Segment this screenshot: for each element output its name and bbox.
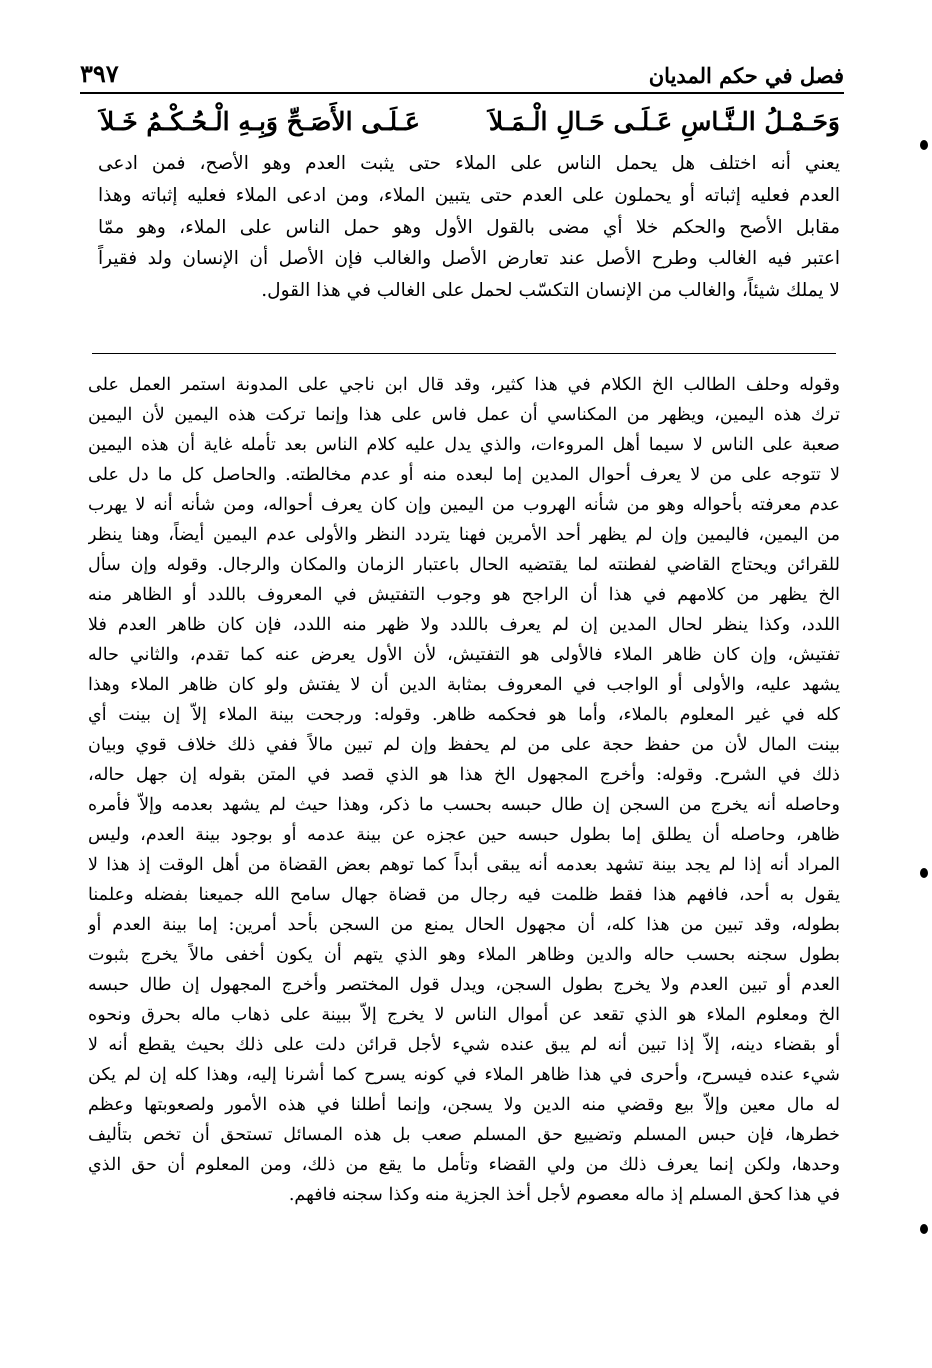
margin-dot	[920, 140, 928, 150]
footnote-line: يشهد عليه، والأولى أو الواجب في المعروف بمثابة الدين أن لا يفتش ولو كان ظاهر الملاء وهذا	[88, 675, 840, 695]
footnote-line: اللدد، وكذا ينظر لحال المدين إن لم يعرف باللدد ولا ظهر منه اللدد، فإن كان ظاهر العدم فلا	[88, 615, 840, 635]
footnote-line: بطول سجنه بحسب حاله والدين وظاهر الملاء وهو الذي يتهم أن يكون أخفى مالاً يخرج بثبوت	[88, 945, 840, 965]
footnote-line: وقوله وحلف الطالب الخ الكلام في هذا كثير، وقد قال ابن ناجي على المدونة استمر العمل على	[88, 375, 840, 395]
footnote-divider	[92, 353, 836, 354]
margin-dot	[920, 868, 928, 878]
commentary-line: لا يملك شيئاً، والغالب من الإنسان التكسّب لحمل على الغالب في هذا القول.	[261, 280, 840, 302]
footnote-line: الخ يظهر من كلامهم في هذا أن الراجح هو وجوب التفتيش في المعروف باللدد أو الظاهر منه	[88, 585, 840, 605]
footnote-line: للقرائن ويحتاج القاضي لفطنته لما يقتضيه الحال باعتبار الزمان والمكان والرجال. وقوله وإن سأل	[88, 555, 840, 575]
footnote-line: العدم أو تبين العدم ولا يخرج بطول السجن، ويدل قول المختصر وأخرج المجهول إن طال حبسه	[88, 975, 840, 995]
footnotes-block	[88, 370, 840, 1210]
footnote-line: بطوله، وقد تبين من هذا كله، أن مجهول الحال يمنع من السجن بأحد أمرين: إما بينة العدم أو	[88, 915, 840, 935]
footnote-line: لا تتوجه على من لا يعرف أحوال المدين إما لبعده منه أو عدم مخالطته. والحاصل كل ما دل على	[88, 465, 840, 485]
page-header	[80, 52, 844, 94]
footnote-line: يقول به أحد، فافهم هذا فقط ظلمت فيه رجال من قضاة جهال سامح الله جميعنا بفضله وعلمنا	[88, 885, 840, 905]
footnote-line: تفتيش، وإن كان ظاهر الملاء فالأولى هو التفتيش، لأن الأول يعرض عنه كما تقدم، والثاني حاله	[88, 645, 840, 665]
commentary-line: العدم فعليه إثباته أو يحملون على العدم حتى يتبين الملاء، ومن ادعى الملاء فعليه إثباته وهذا	[98, 184, 840, 206]
footnote-line: من اليمين، فاليمين وإن لم يظهر أحد الأمرين فهنا يتردد النظر والأولى عدم اليمين أيضاً، وهنا ينظر	[88, 525, 840, 545]
running-head: فصل في حكم المديان	[648, 63, 844, 88]
footnote-line: أو بقضاء دينه، إلاّ إذا تبين أنه لم يبق عنده شيء لأجل قرائن دلت على ذلك بحيث يقطع أنه لا	[88, 1035, 840, 1055]
footnote-line: خطرها، فإن حبس المسلم وتضييع حق المسلم صعب بل هذه المسائل تستحق أن تخص بتأليف	[88, 1125, 840, 1145]
footnote-line: الخ ومعلوم الملاء هو الذي تقعد عن أموال الناس لا يخرج إلاّ ببينة على ذهاب ماله بحرق ونحوه	[88, 1005, 840, 1025]
footnote-line: المراد أنه إذا لم يجد بينة تشهد بعدمه أنه يبقى أبداً كما توهم بعض القضاة من أهل الوقت إذ هذا لا	[88, 855, 840, 875]
commentary-line: مقابل الأصح والحكم خلا أي مضى بالقول الأول وهو حمل الناس على الملاء، وهو ممّا	[98, 216, 840, 238]
footnote-line: ترك هذه اليمين، ويظهر من المكناسي أن عمل فاس على هذا وإنما تركت هذه اليمين لأن اليمين	[88, 405, 840, 425]
footnote-line: بينت المال لأن من حفظ حجة على من لم يحفظ وإن لم تبين مالاً ففي ذلك خلاف قوي وبيان	[88, 735, 840, 755]
footnote-line: صعبة على الناس لا سيما أهل المروءات، والذي يدل عليه كلام الناس بعد تأمله غاية أن هذه اليمين	[88, 435, 840, 455]
footnote-line: وحدها، ولكن إنما يعرف ذلك من ولي القضاء وتأمل ما يقع من ذلك، ومن المعلوم أن حق الذي	[88, 1155, 840, 1175]
footnote-line: له مال معين وإلاّ بيع وقضي منه الدين ولا يسجن، وإنما أطلنا في هذه الأمور ولصعوبتها وعظم	[88, 1095, 840, 1115]
verse-line	[100, 98, 840, 144]
footnote-line: وحاصله أنه يخرج من السجن إن طال حبسه بحسب ما ذكر، وهذا حيث لم يشهد بعدمه وإلاّ فأمره	[88, 795, 840, 815]
commentary-line: يعني أنه اختلف هل يحمل الناس على الملاء حتى يثبت العدم وهو الأصح، فمن ادعى	[98, 153, 840, 174]
footnote-line: كله في غير المعلوم بالملاء، وأما هو فحكمه ظاهر. وقوله: ورجحت بينة الملاء إلاّ إن بينت أي	[88, 705, 840, 725]
verse-second-hemistich: عَـلَـى الأَصَـحِّ وَبِـهِ الْـحُـكْـمُ خَـلاَ	[100, 106, 420, 136]
footnote-line: عدم معرفته بأحواله وهو من شأنه الهروب من اليمين وإن كان يعرف أحواله، ومن شأنه أنه لا يهرب	[88, 495, 840, 515]
page-number: ٣٩٧	[80, 59, 119, 88]
verse-first-hemistich: وَحَـمْـلُ الـنَّـاسِ عَـلَـى حَـالِ الْـمَـلاَ	[488, 106, 840, 136]
margin-dot	[920, 1224, 928, 1234]
commentary-paragraph	[98, 148, 840, 307]
footnote-line: ظاهر، وحاصله أن يطلق إما بطول حبسه حين عجزه عن بينة عدمه أو بوجود بينة العدم، وليس	[88, 825, 840, 845]
commentary-line: اعتبر فيه الغالب وطرح الأصل عند تعارض الأصل والغالب فإن الأصل أن الإنسان ولد فقيراً	[98, 248, 840, 270]
footnote-line: شيء عنده فيسرح، وأحرى في هذا ظاهر الملاء في كونه يسرح كما أشرنا إليه، وهذا كله إن لم يكن	[88, 1065, 840, 1085]
footnote-line: ذلك في الشرح. وقوله: وأخرج المجهول الخ هذا هو الذي قصد في المتن بقوله إن جهل حاله،	[88, 765, 840, 785]
footnote-line: في هذا كحق المسلم إذ ماله معصوم لأجل أخذ الجزية منه وكذا سجنه فافهم.	[288, 1185, 840, 1205]
